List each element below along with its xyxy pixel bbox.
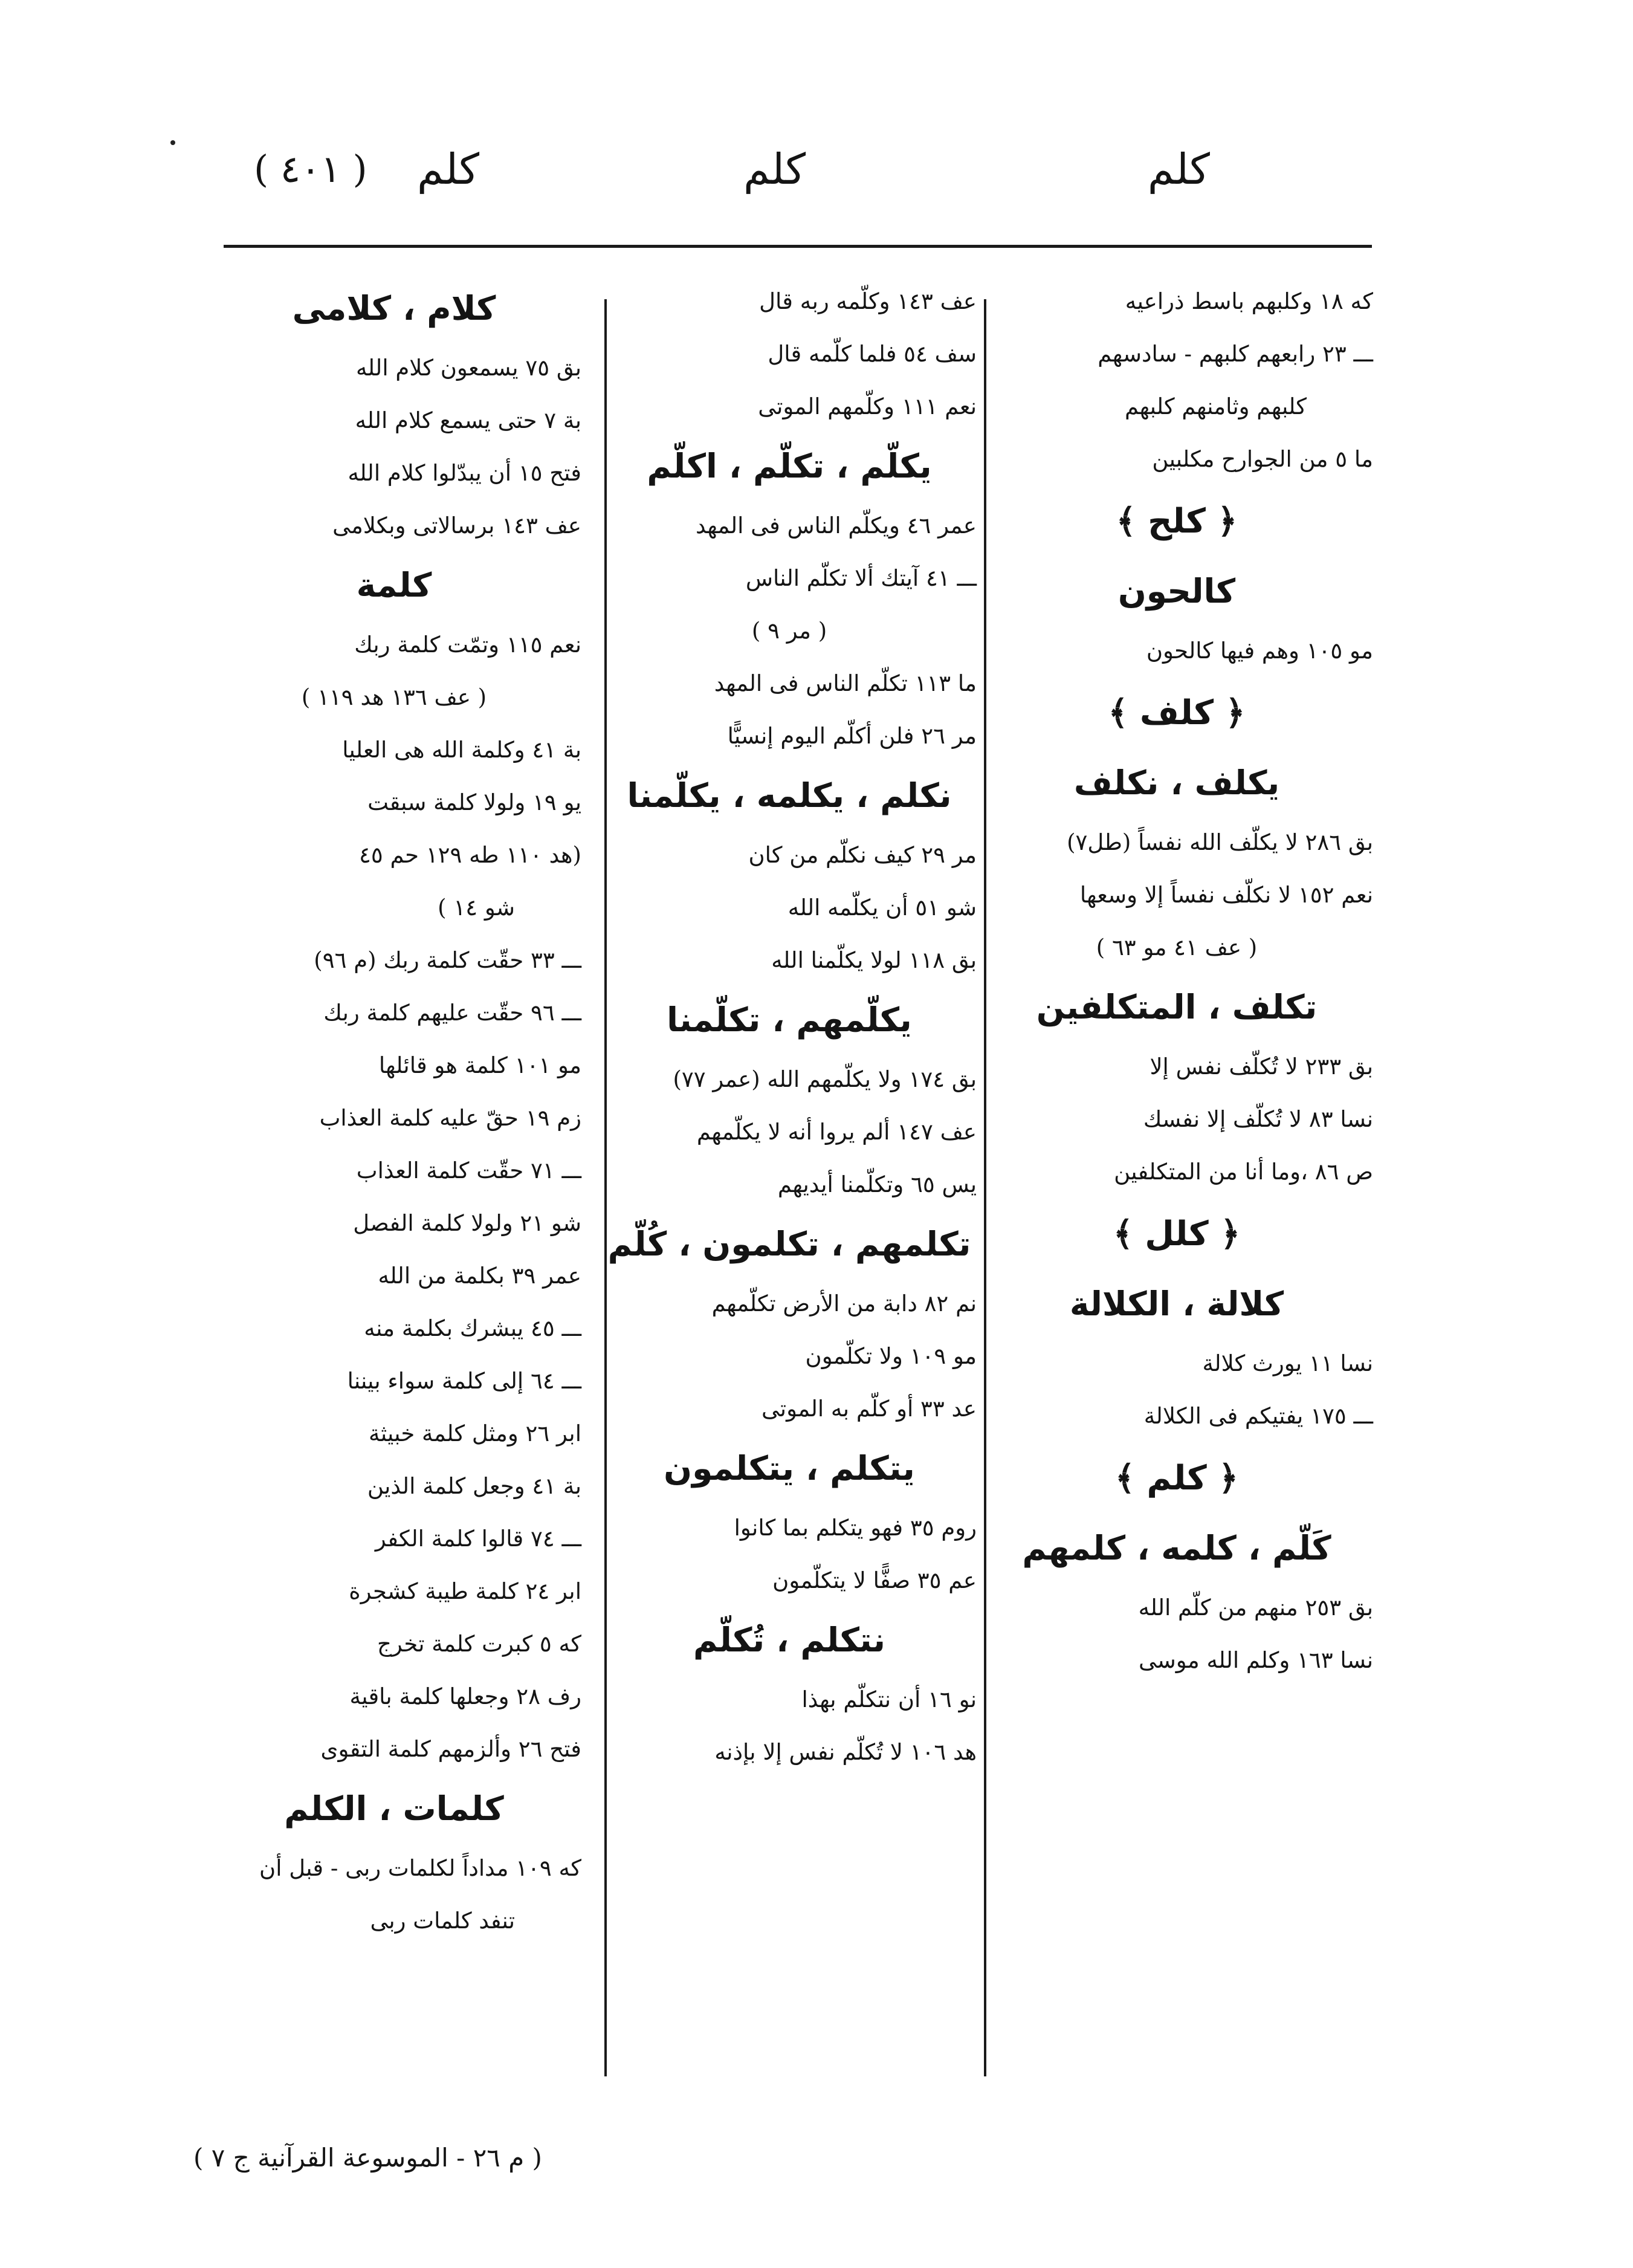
- root-heading: ﴿ كلل ﴾: [1113, 1214, 1241, 1254]
- entry-reference: ( عف ١٣٦ هد ١١٩ ): [301, 684, 487, 710]
- entry-line: نسا ٨٣ لا تُكلّف إلا نفسك: [1143, 1106, 1373, 1132]
- entry-line: كلبهم وثامنهم كلبهم: [1124, 394, 1307, 420]
- entry-line: بق ٢٥٣ منهم من كلّم الله: [1138, 1595, 1373, 1621]
- subheading: يكلّم ، تكلّم ، اكلّم: [647, 447, 932, 485]
- entry-line: بق ١٧٤ ولا يكلّمهم الله (عمر ٧٧): [673, 1066, 977, 1092]
- entry-line: ـــ ٩٦ حقّت عليهم كلمة ربك: [323, 1000, 581, 1026]
- entry-line: نعم ١١٥ وتمّت كلمة ربك: [354, 632, 581, 658]
- entry-line: ما ٥ من الجوارح مكلبين: [1152, 446, 1373, 472]
- subheading: كلمات ، الكلم: [284, 1789, 504, 1828]
- entry-line: بق ٢٨٦ لا يكلّف الله نفساً (طل٧): [1067, 829, 1373, 855]
- entry-line: مو ١٠٩ ولا تكلّمون: [805, 1343, 977, 1369]
- entry-line: نعم ١٥٢ لا نكلّف نفساً إلا وسعها: [1079, 882, 1373, 908]
- entry-line: عف ١٤٣ وكلّمه ربه قال: [759, 288, 977, 314]
- entry-line: مو ١٠٥ وهم فيها كالحون: [1146, 638, 1373, 664]
- root-heading: ﴿ كلف ﴾: [1108, 693, 1246, 733]
- subheading: تكلمهم ، تكلمون ، كُلّم: [607, 1225, 971, 1263]
- entry-line: عم ٣٥ صفًّا لا يتكلّمون: [772, 1567, 977, 1593]
- entry-reference: ( مر ٩ ): [751, 618, 827, 644]
- entry-line: بق ٢٣٣ لا تُكلّف نفس إلا: [1150, 1054, 1373, 1080]
- subheading: كلام ، كلامى: [292, 289, 496, 328]
- entry-line: نو ١٦ أن نتكلّم بهذا: [801, 1686, 977, 1712]
- entry-line: ـــ ٤٥ يبشرك بكلمة منه: [364, 1315, 581, 1341]
- entry-line: ما ١١٣ تكلّم الناس فى المهد: [714, 670, 977, 696]
- column-left: [207, 275, 581, 1947]
- entry-line: مو ١٠١ كلمة هو قائلها: [378, 1052, 581, 1078]
- subheading: كَلّم ، كلمه ، كلمهم: [1022, 1529, 1331, 1567]
- entry-line: ـــ ٧١ حقّت كلمة العذاب: [356, 1158, 581, 1184]
- entry-line: ص ٨٦ ،وما أنا من المتكلفين: [1114, 1159, 1373, 1185]
- entry-line: يو ١٩ ولولا كلمة سبقت: [367, 789, 581, 815]
- entry-line: يس ٦٥ وتكلّمنا أيديهم: [777, 1171, 977, 1197]
- entry-line: نسا ١٦٣ وكلم الله موسى: [1138, 1647, 1373, 1673]
- entry-line: فتح ١٥ أن يبدّلوا كلام الله: [348, 460, 581, 486]
- entry-line: عف ١٤٧ ألم يروا أنه لا يكلّمهم: [696, 1119, 977, 1145]
- entry-line: هد ١٠٦ لا تُكلّم نفس إلا بإذنه: [714, 1739, 977, 1765]
- header-rule: [224, 245, 1372, 248]
- subheading: نكلم ، يكلمه ، يكلّمنا: [627, 776, 952, 815]
- header-headword-center: كلم: [743, 144, 806, 194]
- column-right: [980, 275, 1373, 1686]
- root-heading: ﴿ كلم ﴾: [1115, 1459, 1238, 1498]
- subheading: كلالة ، الكلالة: [1069, 1285, 1284, 1323]
- entry-line: نم ٨٢ دابة من الأرض تكلّمهم: [711, 1291, 977, 1317]
- entry-line: كه ١٠٩ مداداً لكلمات ربى - قبل أن: [259, 1855, 581, 1881]
- entry-line: بق ١١٨ لولا يكلّمنا الله: [771, 947, 977, 973]
- entry-line: كه ٥ كبرت كلمة تخرج: [377, 1631, 581, 1657]
- entry-line: رف ٢٨ وجعلها كلمة باقية: [349, 1683, 581, 1709]
- entry-line: شو ٥١ أن يكلّمه الله: [787, 895, 977, 921]
- entry-reference: (هد ١١٠ طه ١٢٩ حم ٤٥: [359, 842, 581, 868]
- subheading: يتكلم ، يتكلمون: [664, 1449, 915, 1488]
- root-heading: ﴿ كلح ﴾: [1116, 502, 1238, 541]
- page-number: ( ٤٠١ ): [254, 147, 367, 191]
- entry-line: زم ١٩ حقّ عليه كلمة العذاب: [319, 1105, 581, 1131]
- header-headword-left: كلم: [417, 144, 480, 194]
- subheading: كالحون: [1117, 572, 1236, 611]
- entry-reference: شو ١٤ ): [438, 895, 515, 921]
- header-headword-right: كلم: [1147, 144, 1210, 194]
- subheading: نتكلم ، تُكلّم: [693, 1621, 886, 1659]
- entry-line: مر ٢٦ فلن أكلّم اليوم إنسيًّا: [727, 723, 977, 749]
- entry-line: كه ١٨ وكلبهم باسط ذراعيه: [1125, 288, 1373, 314]
- entry-line: ـــ ٦٤ إلى كلمة سواء بيننا: [347, 1368, 581, 1394]
- entry-line: ـــ ٤١ آيتك ألا تكلّم الناس: [745, 565, 977, 591]
- entry-line: شو ٢١ ولولا كلمة الفصل: [353, 1210, 581, 1236]
- entry-line: مر ٢٩ كيف نكلّم من كان: [748, 842, 977, 868]
- column-middle: [602, 275, 977, 1778]
- subheading: يكلف ، نكلف: [1073, 763, 1280, 802]
- entry-line: بة ٤١ وجعل كلمة الذين: [367, 1473, 581, 1499]
- subheading: تكلف ، المتكلفين: [1036, 988, 1318, 1026]
- entry-line: بق ٧٥ يسمعون كلام الله: [355, 355, 581, 381]
- entry-line: فتح ٢٦ وألزمهم كلمة التقوى: [320, 1736, 581, 1762]
- entry-line: عمر ٤٦ ويكلّم الناس فى المهد: [695, 513, 977, 539]
- entry-line: ـــ ٢٣ رابعهم كلبهم - سادسهم: [1098, 341, 1373, 367]
- entry-line: ابر ٢٤ كلمة طيبة كشجرة: [349, 1578, 581, 1604]
- subheading: كلمة: [356, 566, 432, 604]
- entry-line: روم ٣٥ فهو يتكلم بما كانوا: [734, 1515, 977, 1541]
- entry-line: ابر ٢٦ ومثل كلمة خبيثة: [369, 1421, 581, 1447]
- entry-line: ـــ ٧٤ قالوا كلمة الكفر: [375, 1526, 581, 1552]
- entry-line: عد ٣٣ أو كلّم به الموتى: [761, 1396, 977, 1422]
- entry-line: بة ٤١ وكلمة الله هى العليا: [342, 737, 581, 763]
- entry-line: ـــ ٣٣ حقّت كلمة ربك (م ٩٦): [314, 947, 581, 973]
- entry-line: بة ٧ حتى يسمع كلام الله: [355, 407, 581, 433]
- page-footer: ( م ٢٦ - الموسوعة القرآنية ج ٧ ): [193, 2143, 542, 2172]
- entry-line: نسا ١١ يورث كلالة: [1202, 1350, 1373, 1376]
- entry-reference: ( عف ٤١ مو ٦٣ ): [1096, 935, 1258, 961]
- subheading: يكلّمهم ، تكلّمنا: [667, 1000, 912, 1039]
- entry-line: تنفد كلمات ربى: [370, 1908, 515, 1934]
- entry-line: عمر ٣٩ بكلمة من الله: [378, 1263, 581, 1289]
- running-header: [0, 139, 1633, 212]
- entry-line: نعم ١١١ وكلّمهم الموتى: [758, 394, 977, 420]
- entry-line: ـــ ١٧٥ يفتيكم فى الكلالة: [1143, 1403, 1373, 1429]
- entry-line: عف ١٤٣ برسالاتى وبكلامى: [332, 513, 581, 539]
- entry-line: سف ٥٤ فلما كلّمه قال: [768, 341, 977, 367]
